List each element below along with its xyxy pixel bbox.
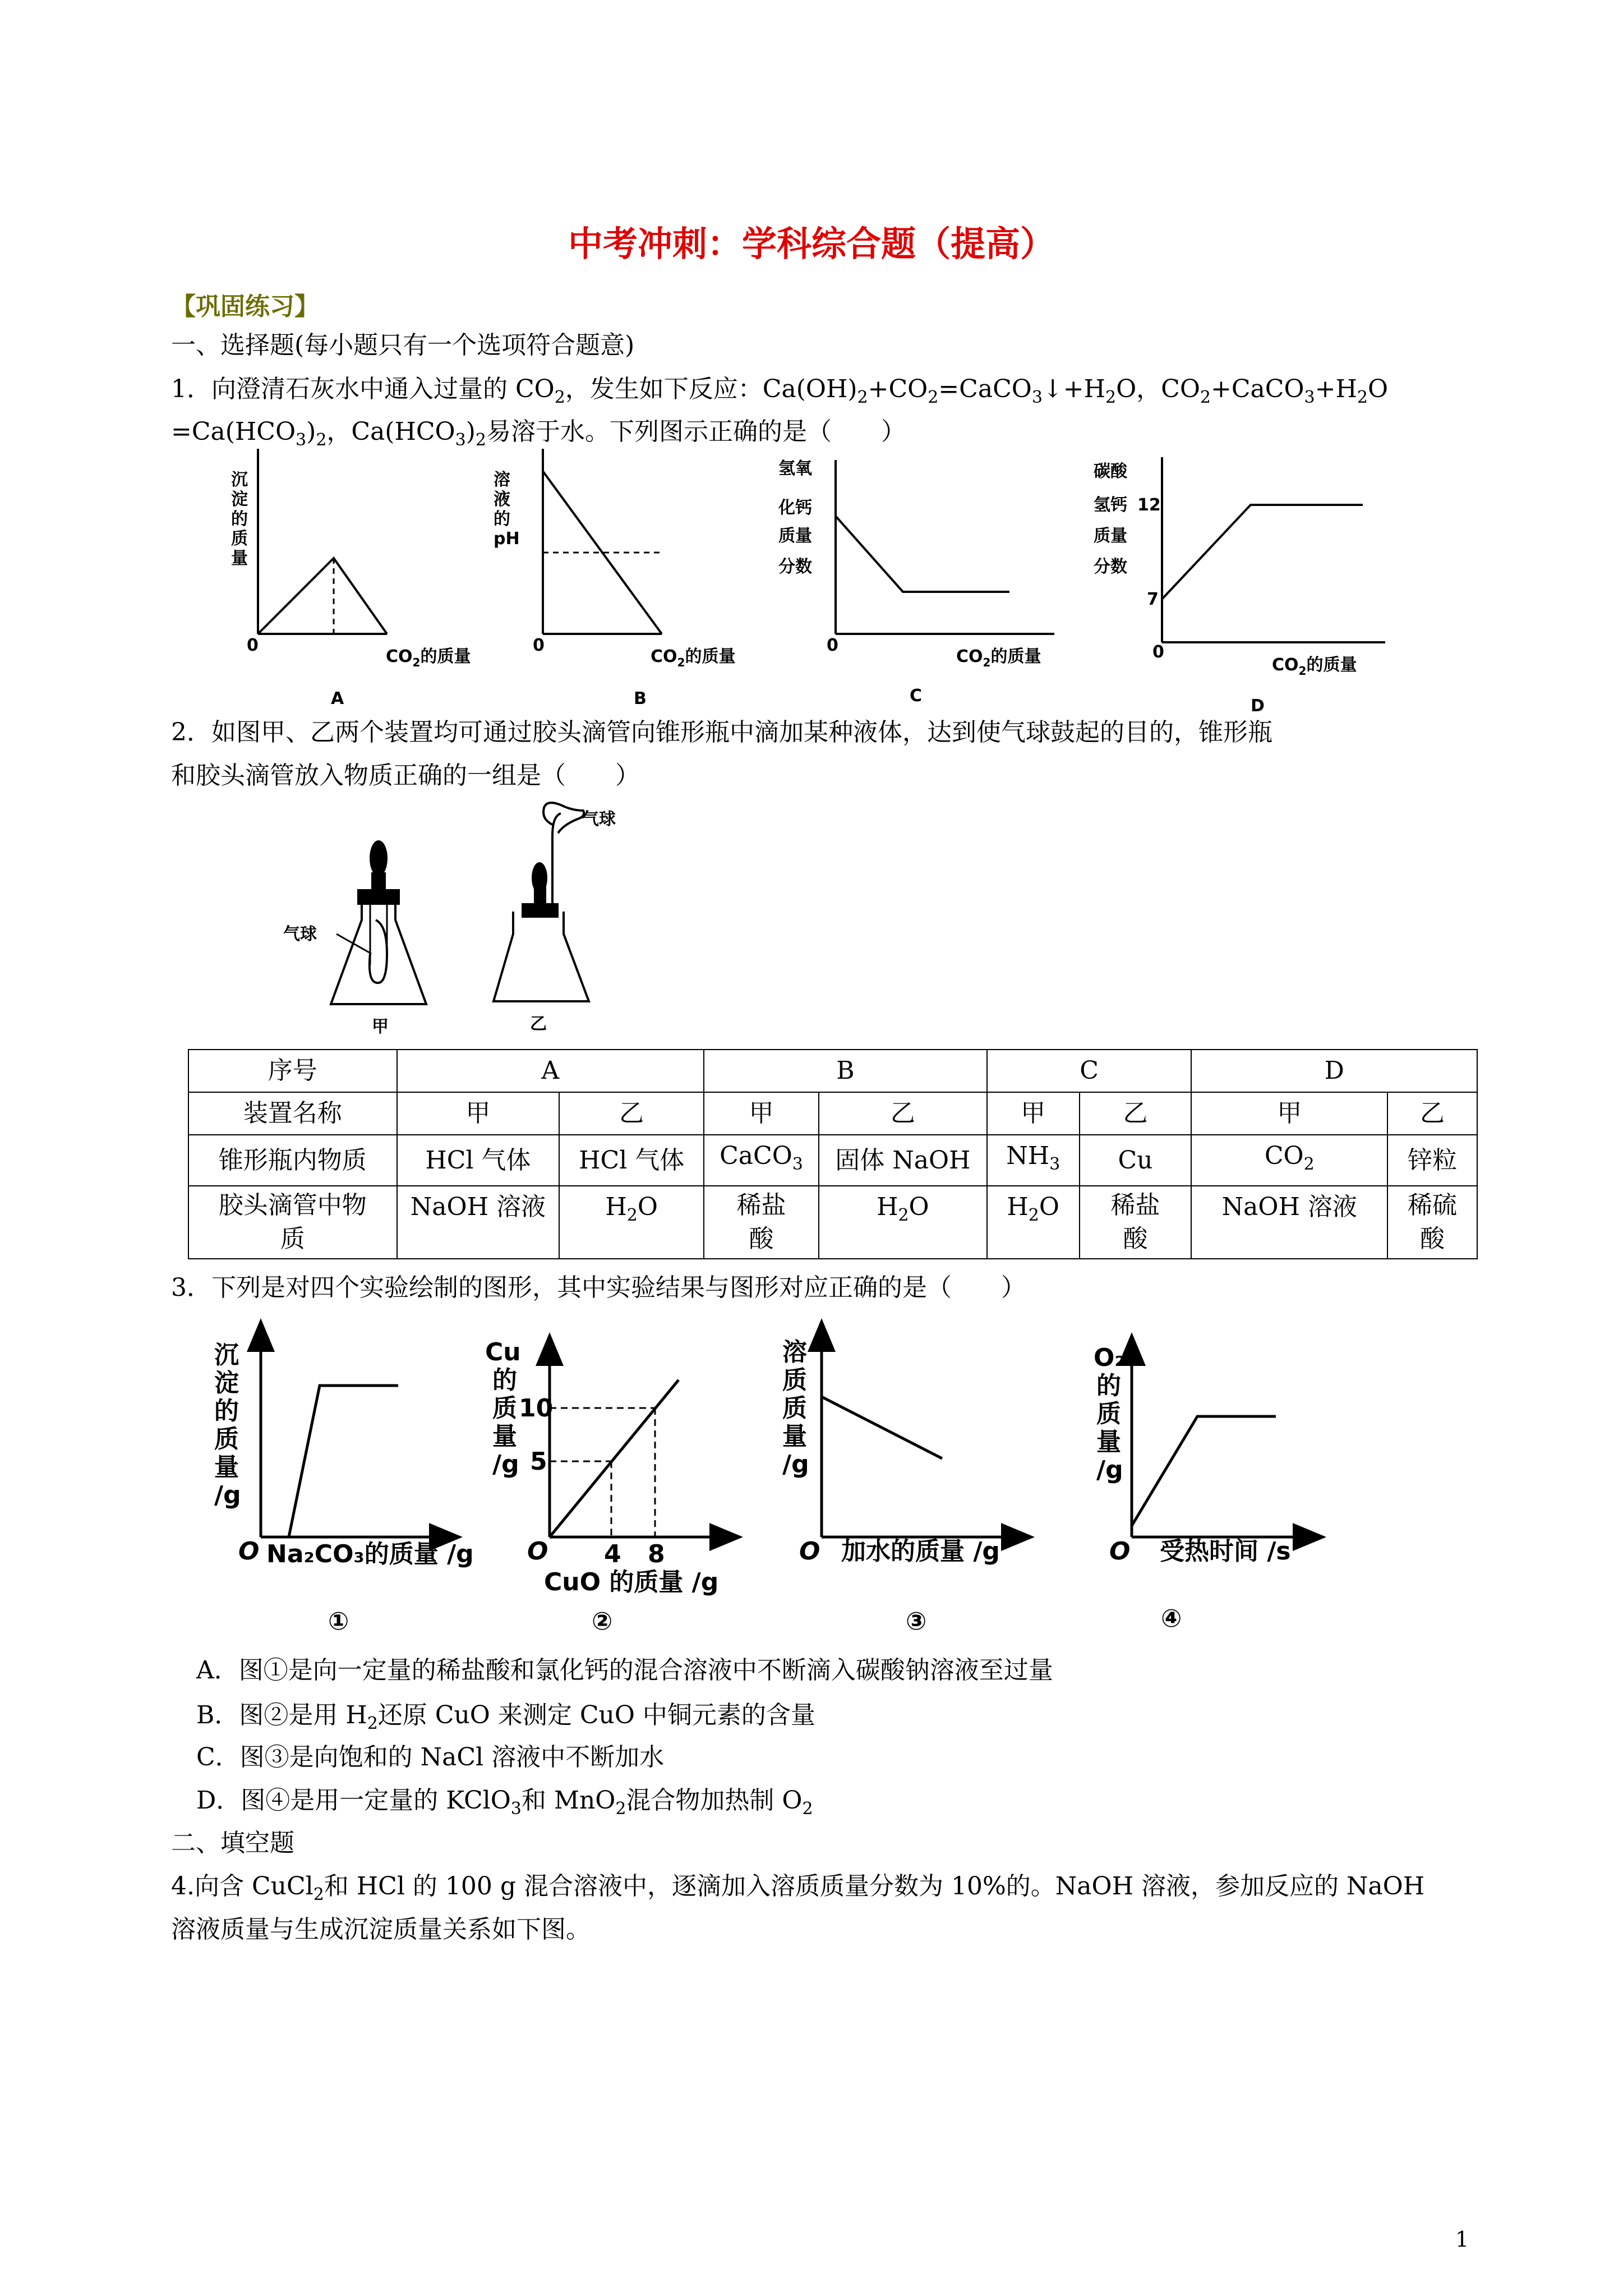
q2-line1: 2．如图甲、乙两个装置均可通过胶头滴管向锥形瓶中滴加某种液体，达到使气球鼓起的目的，锥形瓶 bbox=[171, 718, 1272, 747]
y-label-3: 质 bbox=[492, 1394, 517, 1423]
jia-label: 甲 bbox=[372, 1017, 389, 1037]
x-label: $CO_2$的质量 bbox=[956, 647, 1041, 669]
y-label-2: 质 bbox=[782, 1366, 807, 1395]
tube-yi bbox=[552, 813, 561, 906]
balloon-yi bbox=[543, 803, 584, 833]
origin-label: 0 bbox=[827, 636, 838, 655]
y-label-2: 化钙 bbox=[778, 498, 812, 518]
data-line bbox=[1132, 1416, 1276, 1526]
graph-number: ③ bbox=[906, 1607, 927, 1636]
group-a: A bbox=[397, 1050, 704, 1092]
dropper-neck-jia bbox=[371, 872, 386, 895]
balloon-label-jia: 气球 bbox=[283, 924, 317, 944]
graph-number: ① bbox=[328, 1607, 349, 1636]
y-label-2: 淀 bbox=[231, 490, 248, 509]
y-label-5: /g bbox=[492, 1450, 519, 1479]
table-cell: CaCO$_3$ bbox=[704, 1135, 819, 1186]
y-label-4: 量 bbox=[1096, 1428, 1121, 1456]
x-label: 加水的质量 /g bbox=[841, 1537, 1000, 1566]
table-cell: 固体 NaOH bbox=[819, 1135, 987, 1186]
q3-option-d: D．图④是用一定量的 KClO$_3$和 MnO$_2$混合物加热制 $O_2$ bbox=[196, 1786, 813, 1819]
y-label-4: pH bbox=[494, 529, 520, 549]
table-row bbox=[188, 1135, 1477, 1186]
group-c: C bbox=[987, 1050, 1192, 1092]
apparatus-yi bbox=[494, 803, 616, 1034]
x-label: CuO 的质量 /g bbox=[544, 1568, 719, 1596]
q3-graph-1 bbox=[214, 1332, 474, 1636]
q1-graph-c bbox=[778, 459, 1054, 706]
q3-graph-3 bbox=[782, 1332, 1021, 1636]
q3-option-b: B．图②是用 $H_2$还原 CuO 来测定 CuO 中铜元素的含量 bbox=[196, 1701, 815, 1733]
balloon-jia bbox=[370, 920, 387, 983]
tick-10: 10 bbox=[519, 1394, 554, 1423]
x-label: $CO_2$的质量 bbox=[386, 647, 471, 669]
q1-graph-b bbox=[494, 449, 735, 708]
origin-label: O bbox=[527, 1537, 548, 1566]
table-row bbox=[188, 1050, 1477, 1092]
flask-yi bbox=[494, 912, 589, 1001]
graph-letter: B bbox=[634, 689, 647, 708]
origin-label: 0 bbox=[533, 636, 545, 655]
y-label-1: 溶 bbox=[494, 470, 510, 490]
y-label-4: 质 bbox=[214, 1425, 239, 1453]
q4-line1: 4.向含 CuCl$_2$和 HCl 的 100 g 混合溶液中，逐滴加入溶质质量分数为 10%的。NaOH 溶液，参加反应的 NaOH bbox=[171, 1872, 1425, 1904]
y-label-4: 量 bbox=[492, 1422, 517, 1451]
table-cell: 锌粒 bbox=[1387, 1135, 1477, 1186]
y-label-3: 的 bbox=[231, 509, 248, 529]
tick-7: 7 bbox=[1147, 590, 1159, 609]
q3-graph-4 bbox=[1094, 1343, 1312, 1633]
x-label: 受热时间 /s bbox=[1160, 1537, 1291, 1566]
q4-line2: 溶液质量与生成沉淀质量关系如下图。 bbox=[171, 1915, 591, 1944]
origin-label: 0 bbox=[247, 636, 259, 655]
y-label-1: 沉 bbox=[231, 470, 248, 490]
tick-5: 5 bbox=[530, 1447, 547, 1476]
y-label-1: 碳酸 bbox=[1094, 462, 1127, 481]
origin-label: O bbox=[799, 1537, 820, 1566]
q2-line2: 和胶头滴管放入物质正确的一组是（ ） bbox=[171, 761, 640, 790]
q2-table bbox=[188, 1049, 1478, 1259]
table-cell: NaOH 溶液 bbox=[1191, 1186, 1387, 1259]
group-d: D bbox=[1191, 1050, 1477, 1092]
page-title: 中考冲刺：学科综合题（提高） bbox=[568, 223, 1055, 264]
q3-graph-2 bbox=[485, 1338, 729, 1636]
table-row bbox=[188, 1092, 1477, 1135]
data-line bbox=[822, 1397, 942, 1458]
table-cell: 乙 bbox=[559, 1092, 704, 1135]
table-cell: $H_2O$ bbox=[559, 1186, 704, 1259]
table-cell: 乙 bbox=[819, 1092, 987, 1135]
q3-line1: 3．下列是对四个实验绘制的图形，其中实验结果与图形对应正确的是（ ） bbox=[171, 1273, 1026, 1302]
balloon-label-yi: 气球 bbox=[582, 809, 616, 829]
y-label-2: 液 bbox=[494, 490, 510, 509]
y-label-4: 质 bbox=[231, 529, 248, 549]
data-line bbox=[289, 1386, 398, 1537]
data-line bbox=[1162, 505, 1363, 599]
y-label-3: 质 bbox=[782, 1394, 807, 1423]
data-line bbox=[258, 558, 387, 634]
q3-option-a: A．图①是向一定量的稀盐酸和氯化钙的混合溶液中不断滴入碳酸钠溶液至过量 bbox=[196, 1656, 1053, 1685]
y-label-3: 的 bbox=[494, 509, 510, 529]
y-label-3: 质量 bbox=[1094, 526, 1127, 546]
y-label-4: 量 bbox=[782, 1422, 807, 1451]
q1-line1: 1．向澄清石灰水中通入过量的 $CO_2$，发生如下反应：$Ca(OH)_2+CO_2=CaCO_3↓+H_2O$，$CO_2+CaCO_3+H_2O$ bbox=[171, 375, 1389, 407]
table-cell: Cu bbox=[1080, 1135, 1192, 1186]
table-cell: HCl 气体 bbox=[397, 1135, 560, 1186]
graph-number: ② bbox=[592, 1607, 613, 1636]
y-label-2: 的 bbox=[1096, 1372, 1121, 1400]
table-cell: 乙 bbox=[1080, 1092, 1192, 1135]
table-cell: 甲 bbox=[987, 1092, 1080, 1135]
flask-jia bbox=[331, 898, 426, 1004]
group-b: B bbox=[704, 1050, 987, 1092]
data-line bbox=[550, 1380, 679, 1537]
y-label-1: Cu bbox=[485, 1338, 521, 1366]
y-label-1: O₂ bbox=[1094, 1343, 1126, 1372]
table-cell: NaOH 溶液 bbox=[397, 1186, 560, 1259]
y-label-2: 淀 bbox=[214, 1369, 239, 1397]
table-cell: 甲 bbox=[704, 1092, 819, 1135]
part1-heading: 一、选择题(每小题只有一个选项符合题意) bbox=[171, 331, 635, 360]
table-cell: 稀硫 酸 bbox=[1387, 1186, 1477, 1259]
dropper-bulb-jia bbox=[370, 840, 388, 876]
tick-12: 12 bbox=[1137, 495, 1161, 515]
dropper-neck-yi bbox=[534, 886, 546, 909]
y-label-5: /g bbox=[782, 1450, 809, 1479]
y-label-2: 的 bbox=[492, 1366, 517, 1395]
y-label-5: 量 bbox=[231, 549, 248, 568]
tick-8: 8 bbox=[648, 1540, 665, 1568]
table-cell: 稀盐 酸 bbox=[704, 1186, 819, 1259]
q1-graph-d bbox=[1094, 457, 1385, 716]
q1-line2: $=Ca(HCO_3)_2$，$Ca(HCO_3)_2$易溶于水。下列图示正确的是（ ） bbox=[171, 417, 906, 450]
x-label: $CO_2$的质量 bbox=[651, 647, 736, 669]
y-label-1: 沉 bbox=[214, 1341, 239, 1369]
balloon-pointer-jia bbox=[336, 934, 371, 954]
table-cell: 稀盐 酸 bbox=[1080, 1186, 1192, 1259]
tick-4: 4 bbox=[604, 1540, 621, 1568]
table-cell: $CO_2$ bbox=[1191, 1135, 1387, 1186]
origin-label: O bbox=[1109, 1537, 1131, 1566]
x-label: Na₂CO₃的质量 /g bbox=[266, 1540, 474, 1568]
table-cell: 甲 bbox=[1191, 1092, 1387, 1135]
part2-heading: 二、填空题 bbox=[171, 1829, 294, 1857]
table-cell: $H_2O$ bbox=[987, 1186, 1080, 1259]
y-label-4: 分数 bbox=[778, 557, 812, 577]
y-label-5: /g bbox=[1096, 1456, 1123, 1484]
table-cell: 甲 bbox=[397, 1092, 560, 1135]
y-label-6: /g bbox=[214, 1481, 241, 1510]
y-label-2: 氢钙 bbox=[1094, 495, 1127, 515]
apparatus-jia bbox=[283, 840, 426, 1037]
table-cell: $NH_3$ bbox=[987, 1135, 1080, 1186]
origin-label: O bbox=[238, 1537, 260, 1566]
graph-letter: C bbox=[910, 686, 923, 706]
graph-letter: A bbox=[331, 689, 344, 708]
row-header-device: 装置名称 bbox=[188, 1092, 397, 1135]
x-label: $CO_2$的质量 bbox=[1272, 655, 1357, 678]
row-header-index: 序号 bbox=[188, 1050, 397, 1092]
yi-label: 乙 bbox=[530, 1014, 547, 1034]
y-label-4: 分数 bbox=[1094, 557, 1127, 577]
row-header-flask: 锥形瓶内物质 bbox=[188, 1135, 397, 1186]
y-label-5: 量 bbox=[214, 1453, 239, 1481]
page-number: 1 bbox=[1455, 2227, 1469, 2252]
y-label-3: 质 bbox=[1096, 1400, 1121, 1428]
table-cell: $H_2O$ bbox=[819, 1186, 987, 1259]
y-label-1: 氢氧 bbox=[778, 459, 812, 478]
data-line bbox=[836, 516, 1009, 592]
table-cell: 乙 bbox=[1387, 1092, 1477, 1135]
y-label-3: 的 bbox=[214, 1397, 239, 1425]
row-header-dropper: 胶头滴管中物 质 bbox=[188, 1186, 397, 1259]
origin-label: 0 bbox=[1152, 642, 1164, 662]
table-row bbox=[188, 1186, 1477, 1259]
y-label-1: 溶 bbox=[782, 1338, 807, 1366]
y-label-3: 质量 bbox=[778, 526, 812, 546]
table-cell: HCl 气体 bbox=[559, 1135, 704, 1186]
graph-letter: D bbox=[1251, 696, 1265, 716]
q1-graph-a bbox=[231, 449, 471, 708]
section-label: 【巩固练习】 bbox=[171, 292, 319, 321]
graph-number: ④ bbox=[1161, 1604, 1182, 1633]
q3-option-c: C．图③是向饱和的 NaCl 溶液中不断加水 bbox=[196, 1743, 665, 1772]
